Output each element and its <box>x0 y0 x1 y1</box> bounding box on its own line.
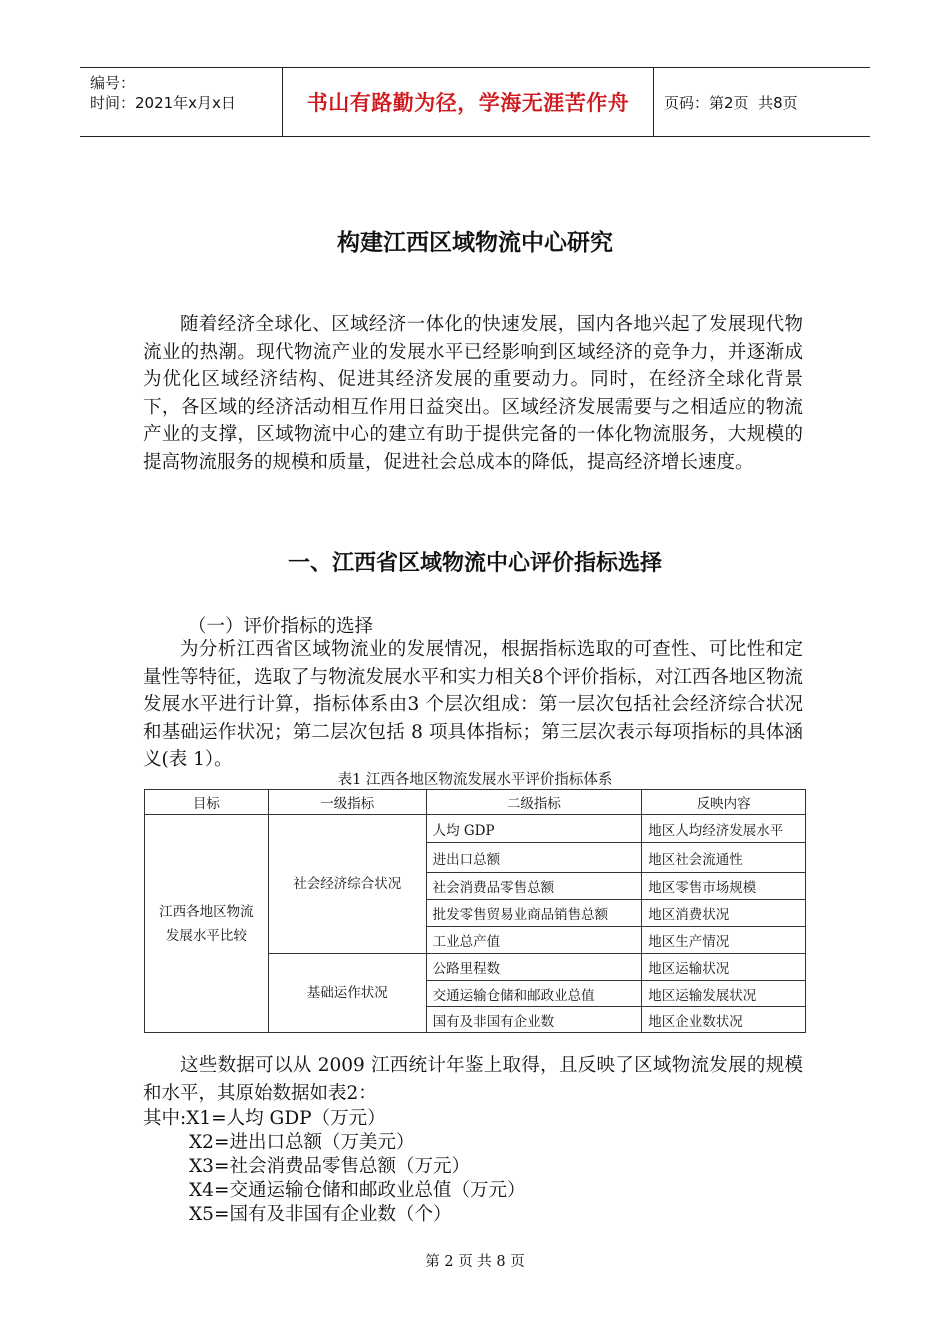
meaning-cell: 地区运输发展状况 <box>642 981 806 1007</box>
indicator-cell: 国有及非国有企业数 <box>426 1007 642 1033</box>
indicator-cell: 工业总产值 <box>426 927 642 954</box>
header-page-info: 页码：第2页 共8页 <box>664 93 798 112</box>
table-header-cell: 目标 <box>145 790 269 815</box>
variable-item: X5=国有及非国有企业数（个） <box>189 1204 452 1225</box>
meaning-cell: 地区人均经济发展水平 <box>642 815 806 843</box>
indicator-cell: 社会消费品零售总额 <box>426 873 642 900</box>
subsection-heading: （一）评价指标的选择 <box>188 616 374 637</box>
document-title: 构建江西区域物流中心研究 <box>337 230 613 256</box>
variable-item: X2=进出口总额（万美元） <box>189 1132 415 1153</box>
intro-paragraph: 随着经济全球化、区域经济一体化的快速发展，国内各地兴起了发展现代物流业的热潮。现代物流产业的发展水平已经影响到区域经济的竞争力，并逐渐成为优化区域经济结构、促进其经济发展的重要动力。同时，在经济全球化背景下，各区域的经济活动相互作用日益突出。区域经济发展需要与之相适应的物流产业的支撑，区域物流中心的建立有助于提供完备的一体化物流服务，大规模的提高物流服务的规模和质量，促进社会总成本的降低，提高经济增长速度。 <box>143 314 803 473</box>
variables-intro: 其中:X1=人均 GDP（万元） <box>143 1108 386 1129</box>
meaning-cell: 地区消费状况 <box>642 900 806 927</box>
page-footer: 第 2 页 共 8 页 <box>425 1254 525 1270</box>
header-motto: 书山有路勤为径，学海无涯苦作舟 <box>306 91 630 115</box>
indicator-table <box>144 789 806 1033</box>
table-header-cell: 一级指标 <box>268 790 426 815</box>
indicator-cell: 进出口总额 <box>426 843 642 873</box>
table-header-row <box>145 790 806 815</box>
header-date-label: 时间：2021年x月x日 <box>90 94 236 112</box>
group-cell: 社会经济综合状况 <box>268 815 426 954</box>
table-header-cell: 二级指标 <box>426 790 642 815</box>
section-paragraph: 为分析江西省区域物流业的发展情况，根据指标选取的可查性、可比性和定量性等特征，选取了与物流发展水平和实力相关8个评价指标，对江西各地区物流发展水平进行计算，指标体系由3 个层次组成：第一层次包括社会经济综合状况和基础运作状况；第二层次包括 8 项具体指标；第三层次表示每项指标的具体涵义(表 1）。 <box>143 639 803 770</box>
after-table-paragraph: 这些数据可以从 2009 江西统计年鉴上取得，且反映了区域物流发展的规模和水平，其原始数据如表2： <box>143 1055 803 1104</box>
variable-item: X4=交通运输仓储和邮政业总值（万元） <box>189 1180 526 1201</box>
variable-item: X3=社会消费品零售总额（万元） <box>189 1156 470 1177</box>
meaning-cell: 地区运输状况 <box>642 954 806 981</box>
indicator-cell: 人均 GDP <box>426 815 642 843</box>
meaning-cell: 地区社会流通性 <box>642 843 806 873</box>
header-number-label: 编号： <box>90 74 136 92</box>
header-meta-cell <box>80 68 283 136</box>
meaning-cell: 地区企业数状况 <box>642 1007 806 1033</box>
target-cell: 江西各地区物流发展水平比较 <box>145 815 269 1033</box>
table-header-cell: 反映内容 <box>642 790 806 815</box>
meaning-cell: 地区生产情况 <box>642 927 806 954</box>
meaning-cell: 地区零售市场规模 <box>642 873 806 900</box>
section-heading: 一、江西省区域物流中心评价指标选择 <box>287 551 662 576</box>
table-row <box>145 815 806 843</box>
group-cell: 基础运作状况 <box>268 954 426 1033</box>
header-motto-cell <box>283 68 654 136</box>
table-caption: 表1 江西各地区物流发展水平评价指标体系 <box>337 772 613 788</box>
indicator-cell: 交通运输仓储和邮政业总值 <box>426 981 642 1007</box>
indicator-cell: 批发零售贸易业商品销售总额 <box>426 900 642 927</box>
page-header <box>80 67 870 137</box>
indicator-cell: 公路里程数 <box>426 954 642 981</box>
header-page-cell <box>654 68 870 136</box>
